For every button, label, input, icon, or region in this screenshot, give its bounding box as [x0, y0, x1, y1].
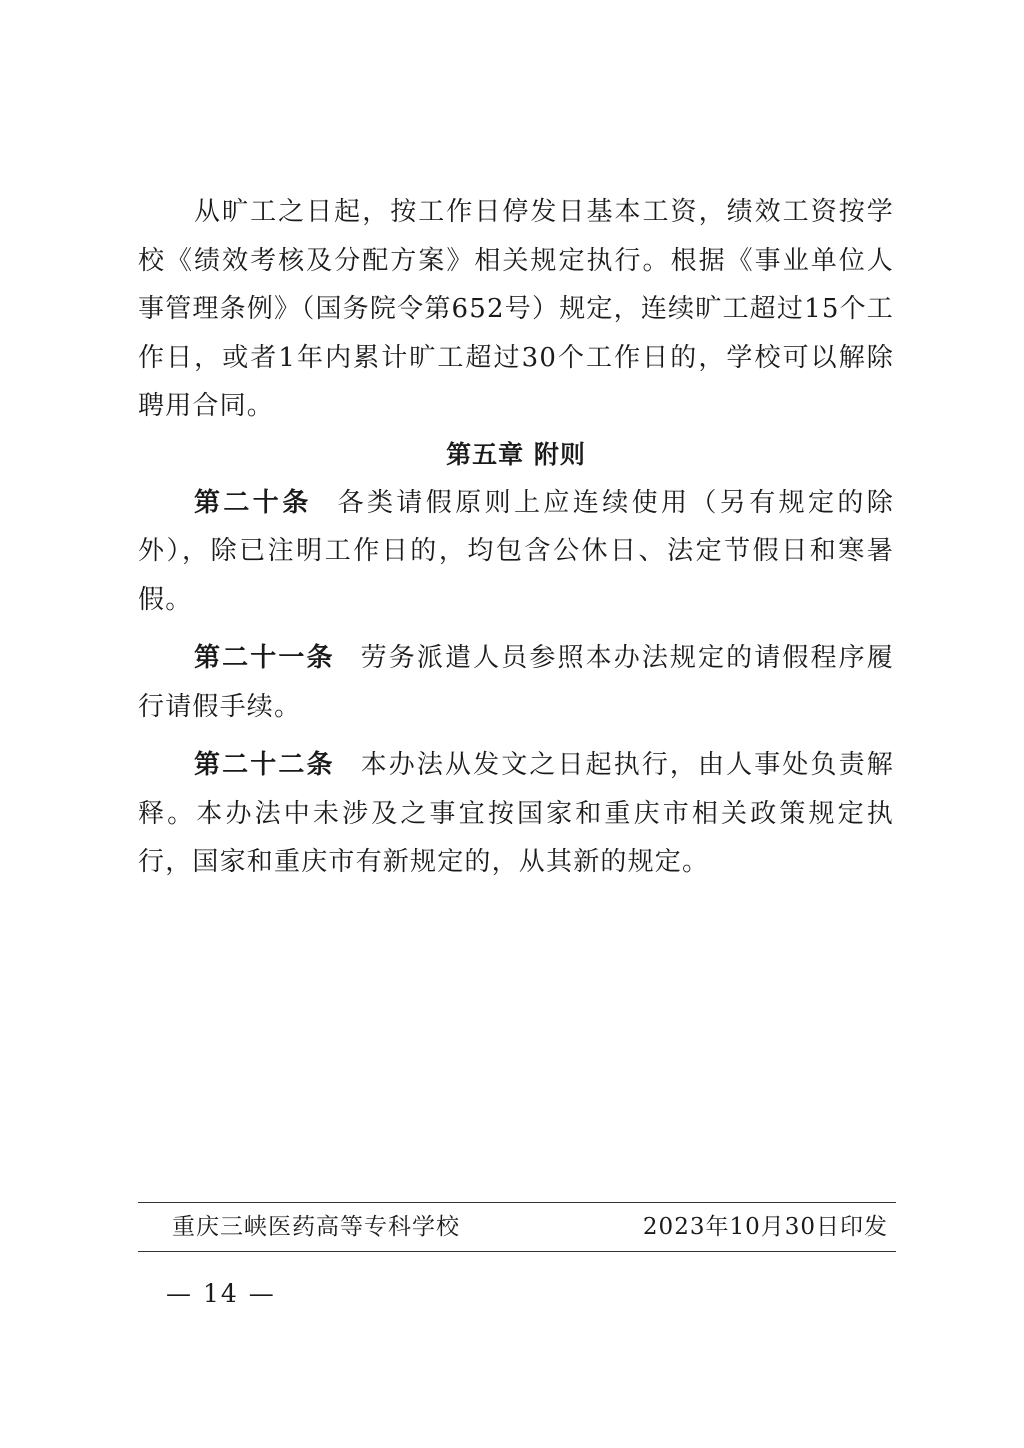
article-20: [138, 479, 894, 625]
chapter-title: 第五章 附则: [446, 439, 586, 469]
continuation-paragraph: 从旷工之日起，按工作日停发日基本工资，绩效工资按学校《绩效考核及分配方案》相关规定执行。根据《事业单位人事管理条例》（国务院令第652号）规定，连续旷工超过15个工作日，或者1年内累计旷工超过30个工作日的，学校可以解除聘用合同。: [138, 197, 894, 421]
article-22-label: 第二十二条: [194, 750, 335, 780]
footer-issue-date: 2023年10月30日印发: [642, 1214, 888, 1240]
article-22: [138, 741, 894, 887]
page-number: — 14 —: [166, 1279, 276, 1308]
article-21: [138, 634, 894, 731]
article-20-text: 各类请假原则上应连续使用（另有规定的除外），除已注明工作日的，均包含公休日、法定节假日和寒暑假。: [138, 487, 894, 615]
article-22-text: 本办法从发文之日起执行，由人事处负责解释。本办法中未涉及之事宜按国家和重庆市相关政策规定执行，国家和重庆市有新规定的，从其新的规定。: [138, 750, 894, 877]
article-20-label: 第二十条: [194, 487, 312, 518]
footer-issuer: 重庆三峡医药高等专科学校: [172, 1214, 460, 1240]
footer-top-rule: [138, 1202, 896, 1203]
article-21-label: 第二十一条: [194, 643, 335, 673]
article-21-text: 劳务派遣人员参照本办法规定的请假程序履行请假手续。: [138, 643, 894, 722]
footer-bottom-rule: [138, 1251, 896, 1252]
document-body: [138, 188, 894, 897]
